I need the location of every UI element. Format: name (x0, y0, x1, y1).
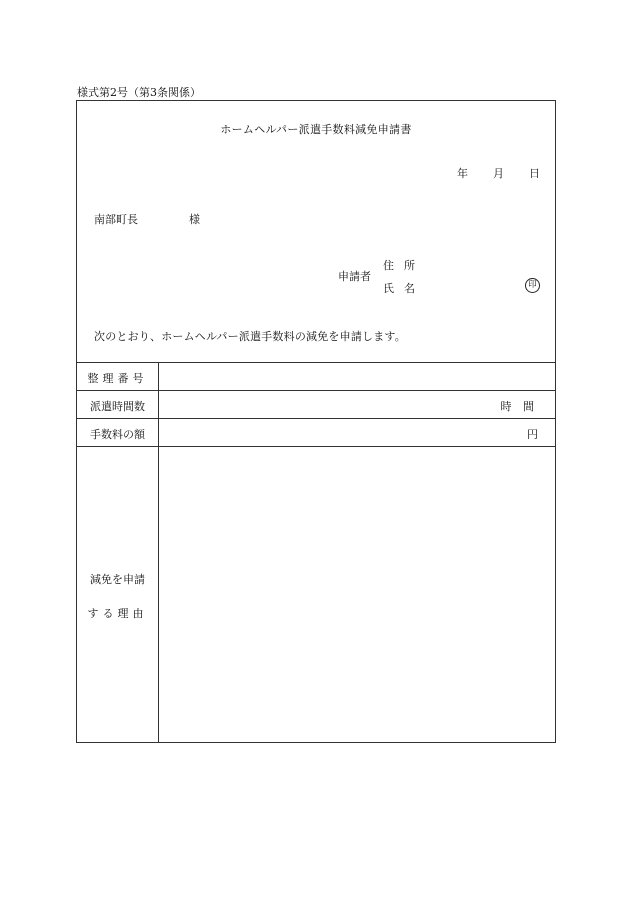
fee-amount-field[interactable] (159, 419, 555, 446)
date-day-label: 日 (529, 167, 540, 180)
applicant-label: 申請者 (338, 270, 371, 283)
table-row (77, 362, 555, 390)
row-label-cell (77, 419, 159, 446)
reference-number-field[interactable] (159, 363, 555, 390)
row-label-cell (77, 447, 159, 743)
application-form (76, 100, 556, 743)
date-year-label: 年 (457, 167, 468, 180)
dispatch-hours-label: 派遣時間数 (90, 400, 145, 413)
table-row (77, 418, 555, 446)
hours-unit: 時 間 (500, 400, 538, 413)
reference-number-label: 整理番号 (87, 372, 148, 385)
form-number: 様式第2号（第3条関係） (77, 86, 201, 99)
reduction-reason-label-line1: 減免を申請 (90, 573, 145, 586)
reduction-reason-field[interactable] (159, 447, 555, 743)
address-label: 住所 (383, 259, 425, 272)
addressee-honorific: 様 (189, 213, 200, 226)
table-row (77, 446, 555, 743)
row-label-cell (77, 391, 159, 418)
dispatch-hours-field[interactable] (159, 391, 555, 418)
table-row (77, 390, 555, 418)
name-label: 氏名 (383, 282, 425, 295)
yen-unit: 円 (527, 428, 538, 441)
seal-mark: 印 (525, 278, 540, 293)
application-statement: 次のとおり、ホームヘルパー派遣手数料の減免を申請します。 (94, 330, 406, 343)
addressee: 南部町長 (94, 213, 138, 226)
date-month-label: 月 (493, 167, 504, 180)
reduction-reason-label-line2: する理由 (87, 607, 148, 620)
row-label-cell (77, 363, 159, 390)
fee-amount-label: 手数料の額 (90, 428, 145, 441)
document-title: ホームヘルパー派遣手数料減免申請書 (220, 123, 412, 136)
